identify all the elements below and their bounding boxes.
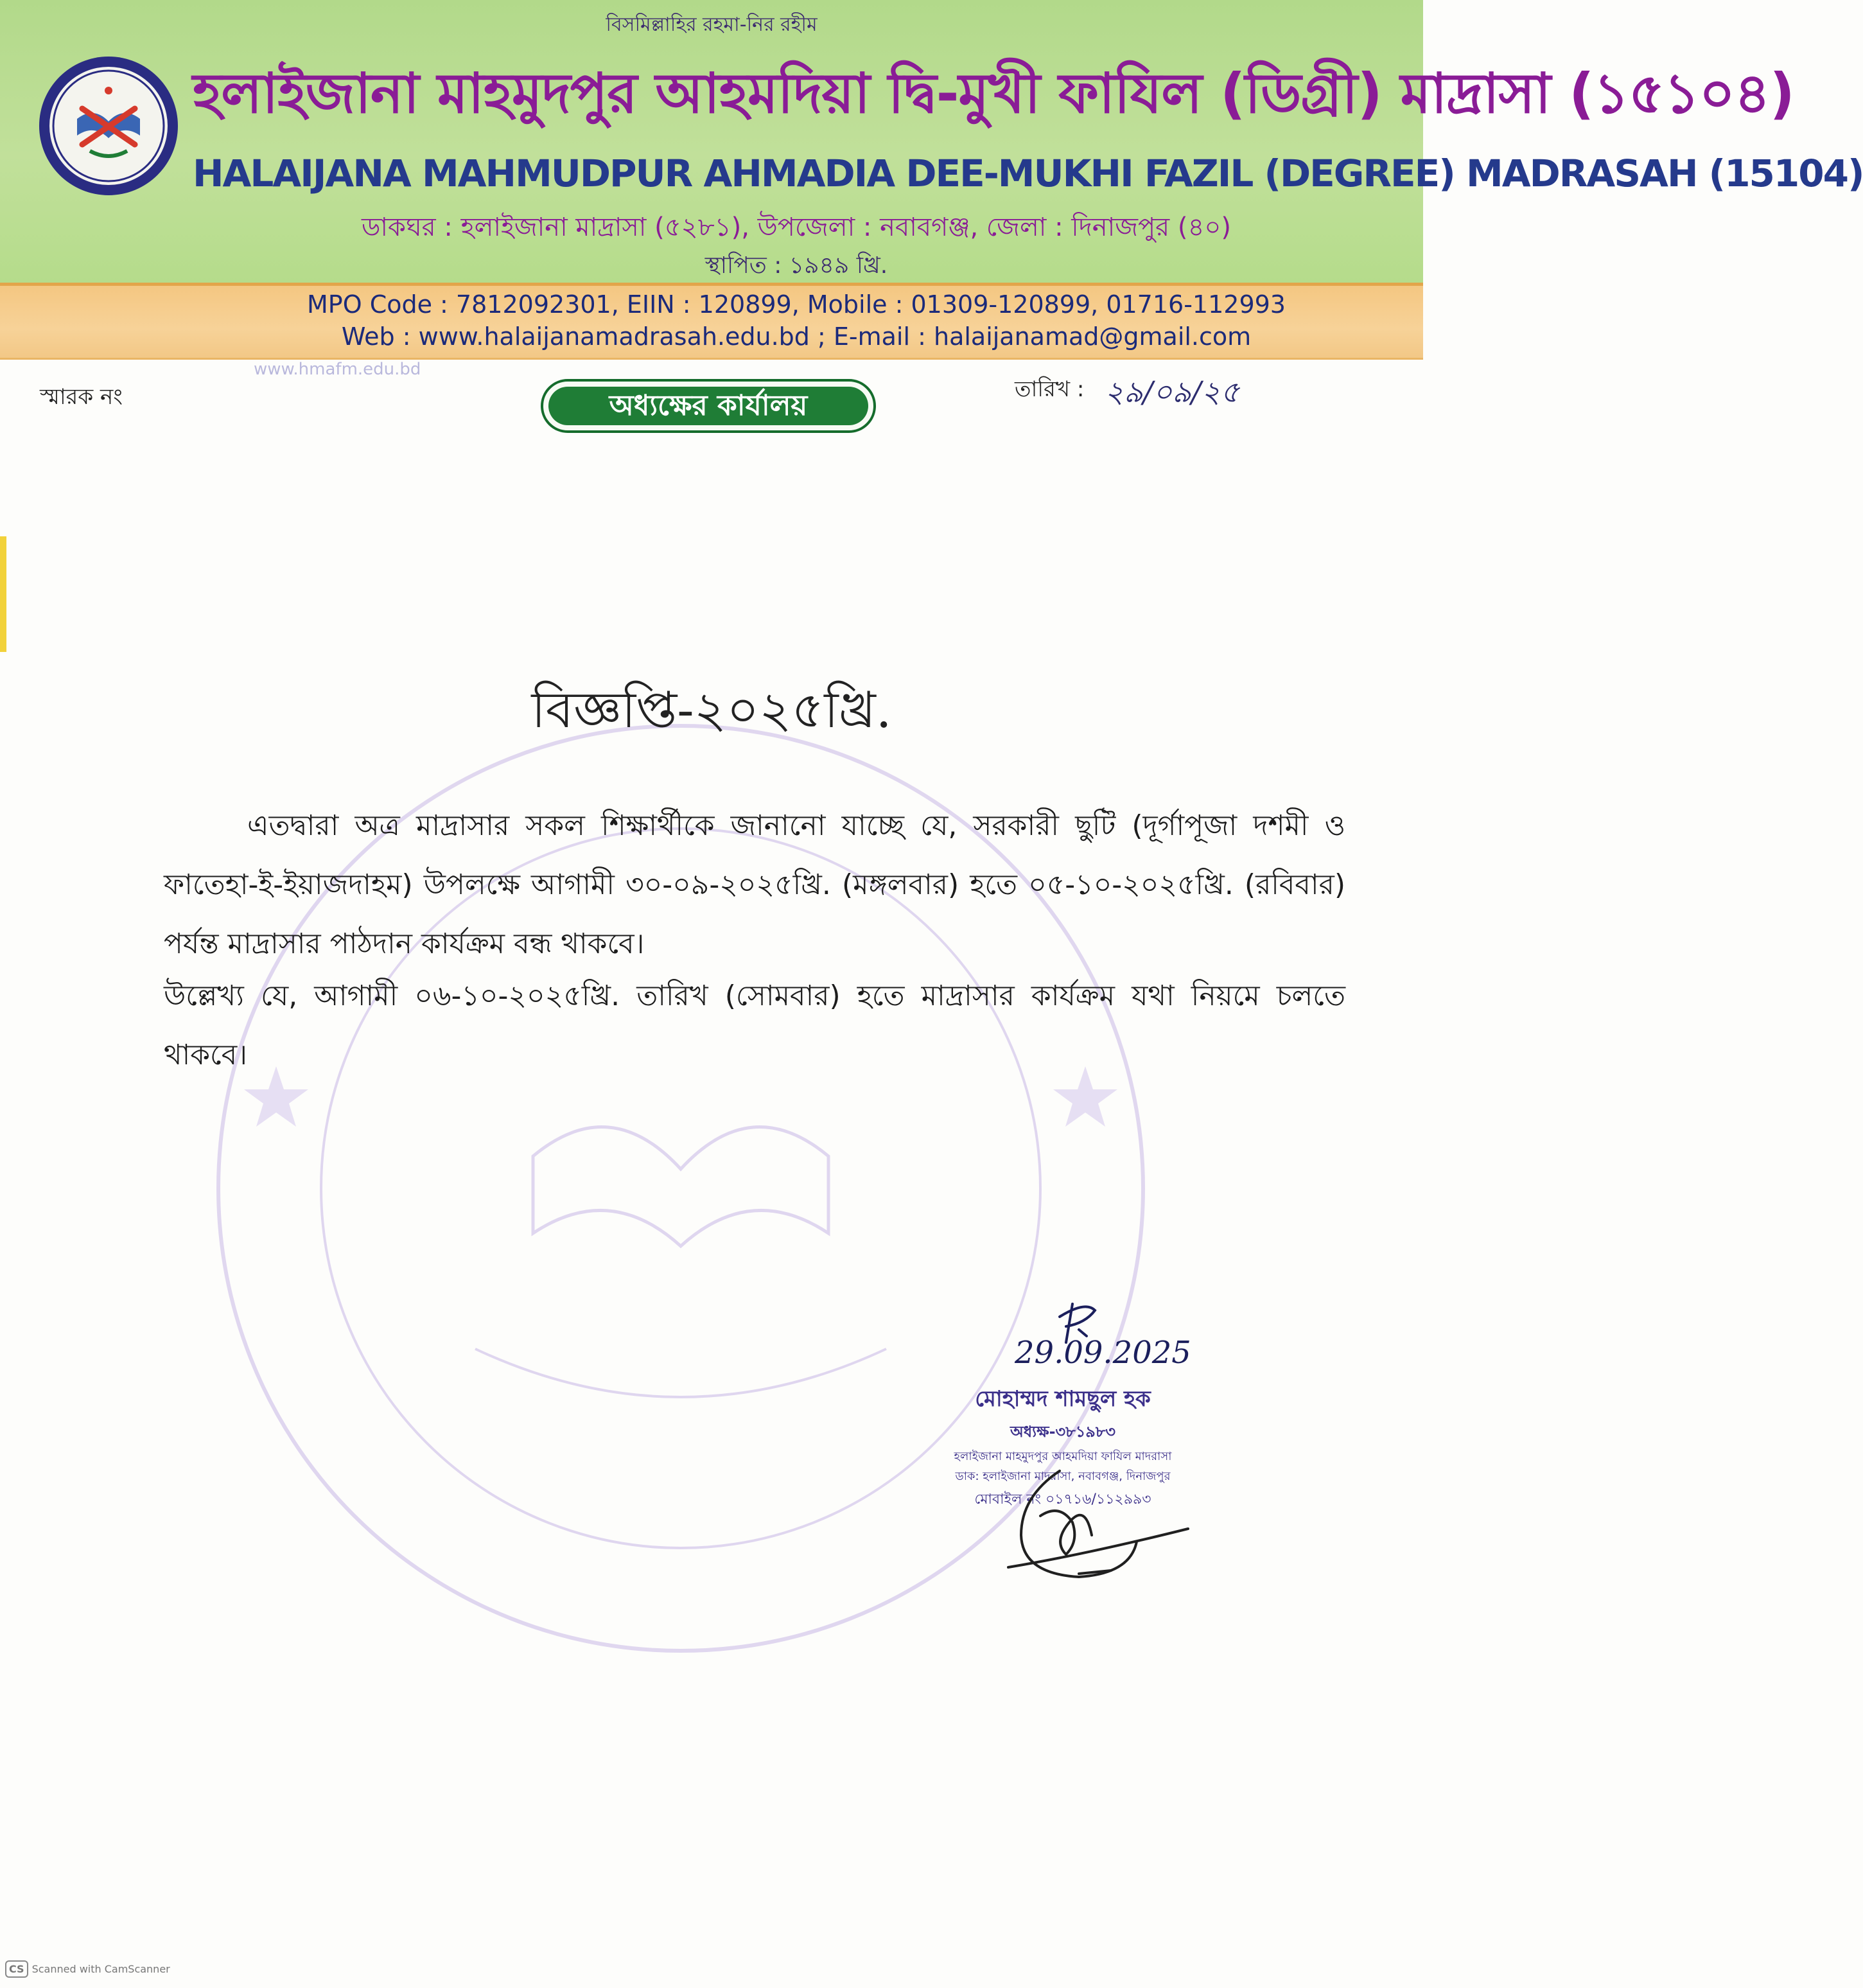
stamp-name: মোহাম্মদ শামছুল হক xyxy=(975,1386,1151,1412)
principal-office-badge xyxy=(541,379,876,433)
memo-number-label: স্মারক নং xyxy=(40,384,123,410)
stamp-mobile: মোবাইল নং ০১৭১৬/১১২৯৯৩ xyxy=(974,1491,1151,1508)
established-year: স্থাপিত : ১৯৪৯ খ্রি. xyxy=(704,252,888,279)
stamp-title: অধ্যক্ষ-৩৮১৯৮৩ xyxy=(1010,1423,1116,1441)
notice-paragraph-resume: উল্লেখ্য যে, আগামী ০৬-১০-২০২৫খ্রি. তারিখ (সোমবার) হতে মাদ্রাসার কার্যক্রম যথা নিয়মে চলতে থাকবে। xyxy=(164,980,1345,1071)
madrasah-name-english: HALAIJANA MAHMUDPUR AHMADIA DEE-MUKHI FAZIL (DEGREE) MADRASAH (15104) xyxy=(193,152,1863,195)
mpo-contact-line: MPO Code : 7812092301, EIIN : 120899, Mobile : 01309-120899, 01716-112993 xyxy=(307,290,1286,319)
camscanner-logo-icon: CS xyxy=(5,1960,28,1978)
madrasah-name-bengali: হলাইজানা মাহমুদপুর আহমদিয়া দ্বি-মুখী ফাযিল (ডিগ্রী) মাদ্রাসা (১৫১০৪) xyxy=(193,62,1794,126)
scanner-watermark-text: Scanned with CamScanner xyxy=(31,1963,170,1975)
signature-date: 29.09.2025 xyxy=(1015,1335,1191,1371)
date-label: তারিখ : xyxy=(1015,376,1085,402)
stamp-institution: হলাইজানা মাহমুদপুর আহমদিয়া ফাযিল মাদরাসা xyxy=(954,1450,1172,1463)
principal-signature-icon xyxy=(983,1445,1194,1599)
notice-paragraph-holiday: এতদ্বারা অত্র মাদ্রাসার সকল শিক্ষার্থীকে জানানো যাচ্ছে যে, সরকারী ছুটি (দূর্গাপূজা দশমী ও ফাতেহা-ই-ইয়াজদাহম) উপলক্ষে আগামী ৩০-০৯-২০২৫খ্রি. (মঙ্গলবার) হতে ০৫-১০-২০২৫খ্রি. (রবিবার) পর্যন্ত মাদ্রাসার পাঠদান কার্যক্রম বন্ধ থাকবে। xyxy=(164,809,1345,960)
handwritten-date: ২৯/০৯/২৫ xyxy=(1105,374,1240,409)
madrasah-logo-icon xyxy=(37,55,180,197)
faded-web-address: www.hmafm.edu.bd xyxy=(254,360,421,379)
bismillah-text: বিসমিল্লাহির রহমা-নির রহীম xyxy=(606,13,818,36)
principal-office-label: অধ্যক্ষের কার্যালয় xyxy=(548,387,868,425)
scanner-watermark xyxy=(5,1960,170,1978)
stamp-address: ডাক: হলাইজানা মাদরাসা, নবাবগঞ্জ, দিনাজপুর xyxy=(955,1470,1171,1483)
notice-title: বিজ্ঞপ্তি-২০২৫খ্রি. xyxy=(531,682,892,739)
web-email-line: Web : www.halaijanamadrasah.edu.bd ; E-mail : halaijanamad@gmail.com xyxy=(341,322,1252,351)
page-edge-mark xyxy=(0,536,6,652)
postal-address: ডাকঘর : হলাইজানা মাদ্রাসা (৫২৮১), উপজেলা : নবাবগঞ্জ, জেলা : দিনাজপুর (৪০) xyxy=(361,213,1232,242)
